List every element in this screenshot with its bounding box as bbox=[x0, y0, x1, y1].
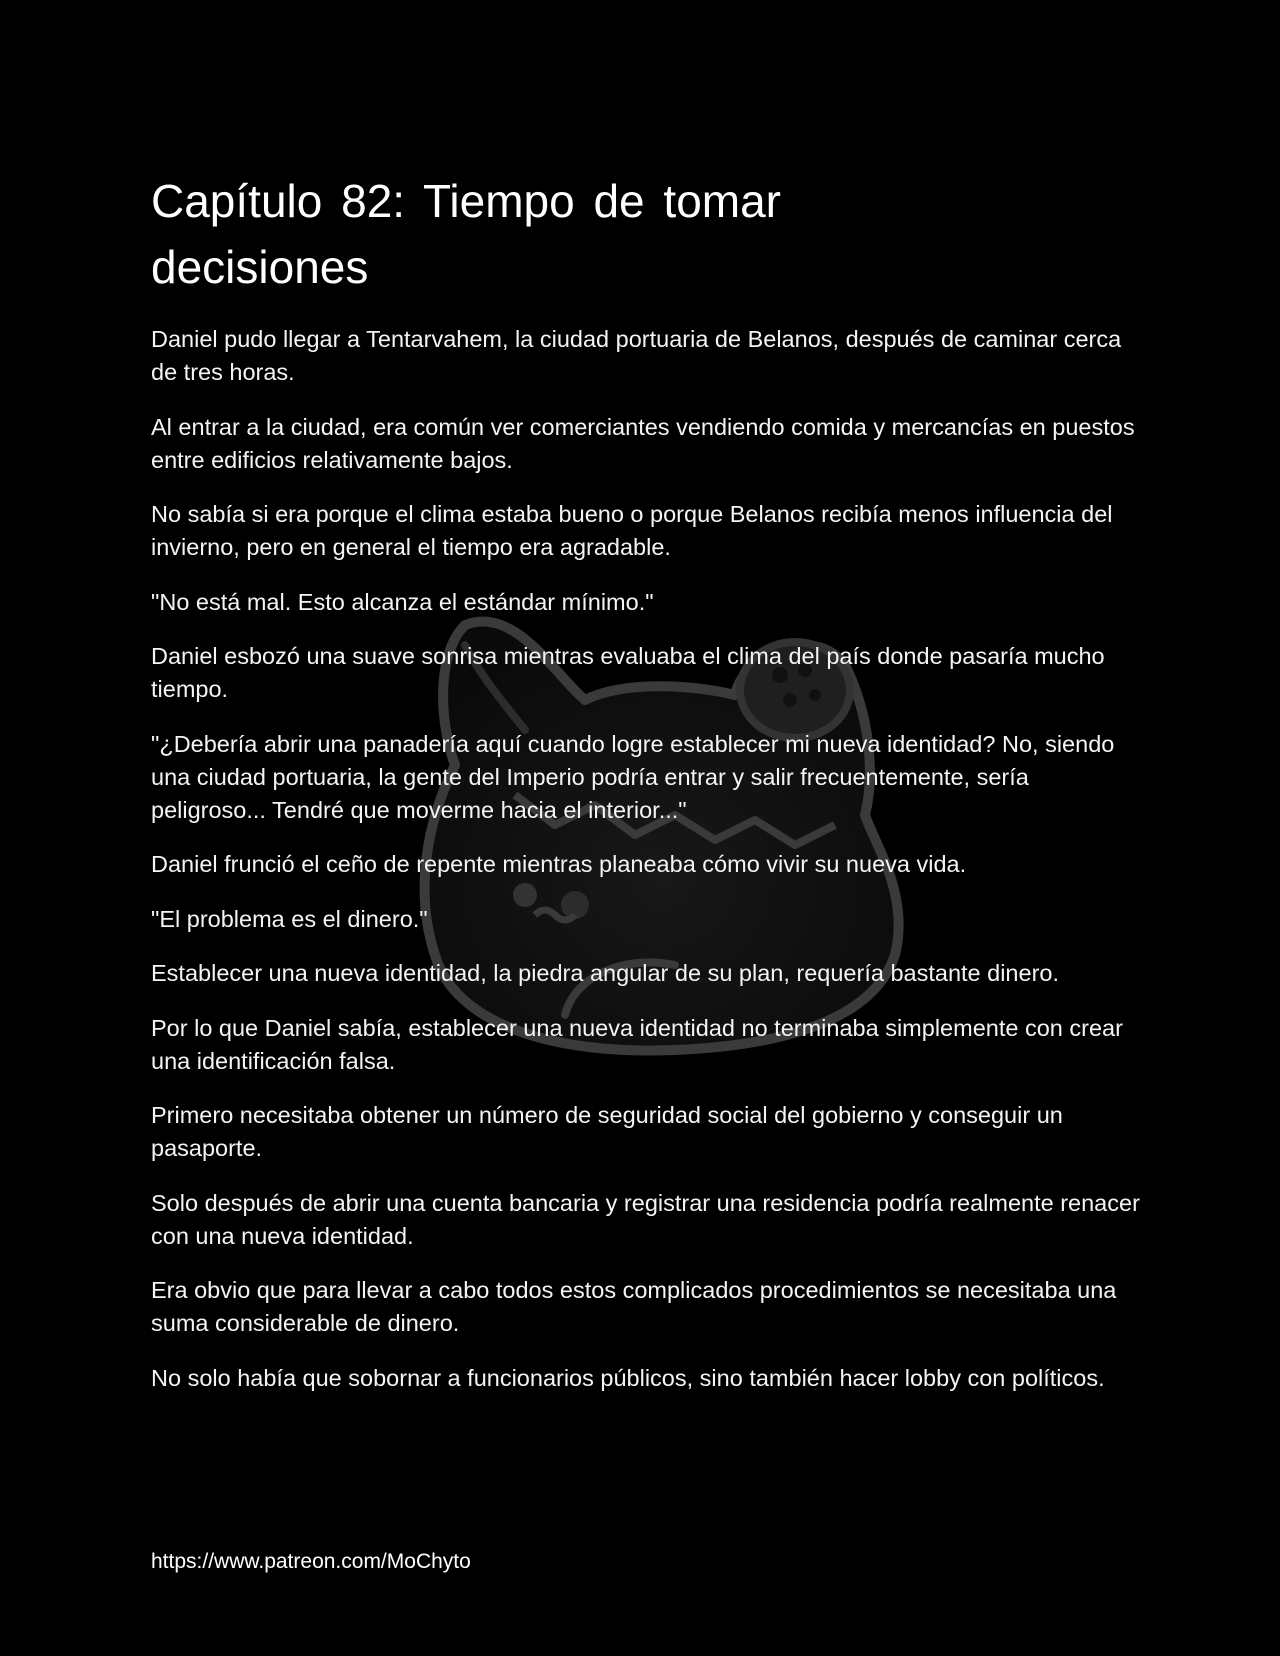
paragraph: Solo después de abrir una cuenta bancaria y registrar una residencia podría realmente renacer con una nueva identidad. bbox=[151, 1189, 1140, 1249]
paragraph: Al entrar a la ciudad, era común ver comerciantes vendiendo comida y mercancías en puestos entre edificios relativamente bajos. bbox=[151, 413, 1135, 473]
paragraph: Primero necesitaba obtener un número de seguridad social del gobierno y conseguir un pasaporte. bbox=[151, 1102, 1063, 1161]
paragraph: No solo había que sobornar a funcionarios públicos, sino también hacer lobby con políticos. bbox=[151, 1364, 1105, 1391]
paragraph: Establecer una nueva identidad, la piedra angular de su plan, requería bastante dinero. bbox=[151, 960, 1059, 986]
paragraph: "El problema es el dinero." bbox=[151, 905, 428, 932]
paragraph: Daniel frunció el ceño de repente mientras planeaba cómo vivir su nueva vida. bbox=[151, 851, 967, 877]
paragraph: Era obvio que para llevar a cabo todos estos complicados procedimientos se necesitaba una suma considerable de dinero. bbox=[151, 1277, 1117, 1336]
patreon-link[interactable]: https://www.patreon.com/MoChyto bbox=[151, 1550, 471, 1573]
paragraph: Por lo que Daniel sabía, establecer una nueva identidad no terminaba simplemente con crear una identificación falsa. bbox=[151, 1014, 1123, 1074]
paragraph: Daniel pudo llegar a Tentarvahem, la ciudad portuaria de Belanos, después de caminar cerca de tres horas. bbox=[151, 326, 1122, 385]
paragraph: Daniel esbozó una suave sonrisa mientras evaluaba el clima del país donde pasaría mucho tiempo. bbox=[151, 643, 1105, 702]
chapter-title: Capítulo 82: Tiempo de tomar decisiones bbox=[151, 175, 781, 293]
paragraph: No sabía si era porque el clima estaba bueno o porque Belanos recibía menos influencia del invierno, pero en general el tiempo era agradable. bbox=[151, 501, 1113, 560]
paragraph: "No está mal. Esto alcanza el estándar mínimo." bbox=[151, 588, 654, 615]
chapter-body bbox=[151, 323, 1141, 1416]
paragraph: "¿Debería abrir una panadería aquí cuando logre establecer mi nueva identidad? No, siendo una ciudad portuaria, la gente del Imperio podría entrar y salir frecuentemente, sería peligroso... Tendré que moverme hacia el interior..." bbox=[151, 730, 1115, 823]
